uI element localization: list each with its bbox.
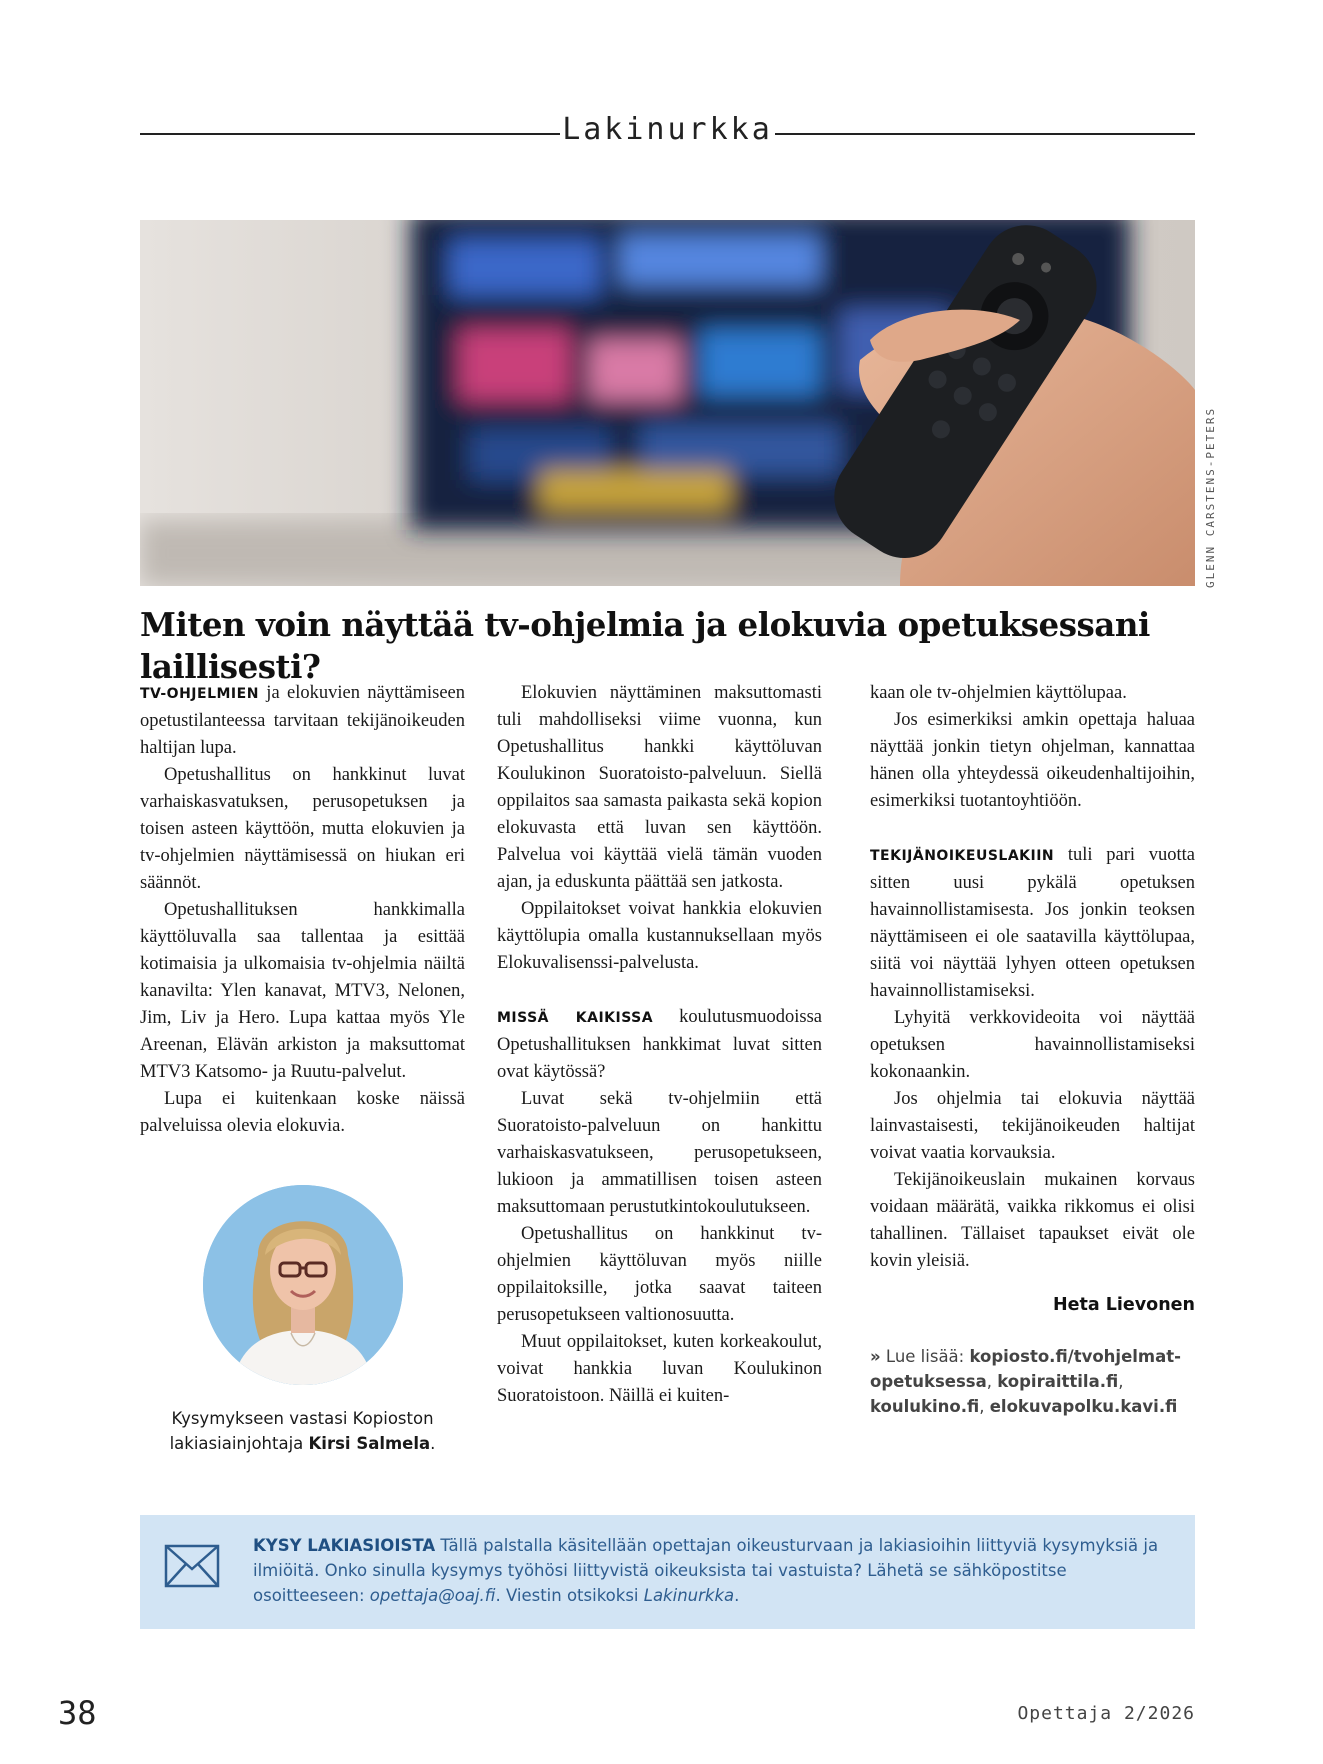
col2-paragraph: Elokuvien näyttäminen maksuttomasti tuli mahdolliseksi viime vuonna, kun Opetushallitus hankki käyttöluvan Koulukinon Suoratoisto-palveluun. Siellä oppilaitos saa samasta paikasta sekä kopion elokuvasta että luvan sen käyttöön. Palvelua voi käyttää vielä tämän vuoden ajan, ja eduskunta päättää sen jatkosta.: [497, 683, 822, 892]
col1-paragraph: Opetushallituksen hankkimalla käyttöluvalla saa tallentaa ja esittää kotimaisia ja ulkomaisia tv-ohjelmia näiltä kanavilta: Ylen kanavat, MTV3, Nelonen, Jim, Liv ja Hero. Lupa kattaa myös Yle Areenan, Elävän arkiston ja maksuttomat MTV3 Katsomo- ja Ruutu-palvelut.: [140, 900, 465, 1082]
read-more-link-elokuvapolku[interactable]: elokuvapolku.kavi.fi: [989, 1397, 1178, 1416]
col2-paragraph: Oppilaitokset voivat hankkia elokuvien käyttölupia omalla kustannuksellaan myös Elokuvalisenssi-palvelusta.: [497, 899, 822, 973]
col3-paragraph: Jos ohjelmia tai elokuvia näyttää lainvastaisesti, tekijänoikeuden haltijat voivat vaatia korvauksia.: [870, 1089, 1195, 1163]
hero-photo: [140, 220, 1195, 586]
author-signature: Heta Lievonen: [1052, 1295, 1195, 1315]
expert-name: Kirsi Salmela: [308, 1434, 431, 1453]
author-portrait: [203, 1185, 403, 1385]
col3-lead: TEKIJÄNOIKEUSLAKIIN: [870, 848, 1055, 864]
col1-paragraph: Opetushallitus on hankkinut luvat varhaiskasvatuksen, perusopetuksen ja toisen asteen käyttöön, mutta elokuvien ja tv-ohjelmien näyttämisessä on hiukan eri säännöt.: [140, 765, 465, 893]
ask-legal-lead: KYSY LAKIASIOISTA: [253, 1536, 436, 1555]
col1-lead: TV-OHJELMIEN: [140, 686, 259, 702]
col3-paragraph: kaan ole tv-ohjelmien käyttölupaa.: [870, 683, 1127, 703]
photo-credit: GLENN CARSTENS-PETERS: [1204, 406, 1217, 588]
col3-paragraph: Jos esimerkiksi amkin opettaja haluaa näyttää jonkin tietyn ohjelman, kannattaa hänen olla yhteydessä oikeudenhaltijoihin, esimerkiksi tuotantoyhtiöön.: [870, 710, 1195, 811]
col2-paragraph: MISSÄ KAIKISSA koulutusmuodoissa Opetushallituksen hankkimat luvat sitten ovat käytössä?: [497, 1007, 822, 1082]
contact-email[interactable]: opettaja@oaj.fi: [369, 1586, 496, 1605]
ask-legal-text: KYSY LAKIASIOISTA Tällä palstalla käsitellään opettajan oikeusturvaan ja lakiasioihin liittyviä kysymyksiä ja ilmiöitä. Onko sinulla kysymys työhösi liittyvistä oikeuksista tai vastuista? Lähetä se sähköpostitse osoitteeseen: opettaja@oaj.fi. Viestin otsikoksi Lakinurkka.: [253, 1536, 1159, 1605]
page-number: 38: [58, 1694, 97, 1732]
col2-lead: MISSÄ KAIKISSA: [497, 1010, 654, 1026]
tv-remote-photo: [140, 220, 1195, 586]
col3-paragraph: Lyhyitä verkkovideoita voi näyttää opetuksen havainnollistamiseksi kokonaankin.: [870, 1008, 1195, 1082]
read-more-link-kopiosto[interactable]: kopiosto.fi/tvohjelmat-opetuksessa: [870, 1347, 1181, 1391]
col2-paragraph: Opetushallitus on hankkinut tv-ohjelmien käyttöluvan myös niille oppilaitoksille, jotka saavat taiteen perusopetukseen valtionosuutta.: [497, 1224, 822, 1325]
article-headline: Miten voin näyttää tv-ohjelmia ja elokuvia opetuksessani laillisesti?: [140, 605, 1150, 686]
magazine-issue: Opettaja 2/2026: [1017, 1703, 1195, 1724]
col2-paragraph: Luvat sekä tv-ohjelmiin että Suoratoisto-palveluun on hankittu varhaiskasvatukseen, perusopetukseen, lukioon ja ammatillisen toisen asteen maksuttomaan perustutkintokoulutukseen.: [497, 1089, 822, 1217]
read-more-link-koulukino[interactable]: koulukino.fi: [870, 1397, 980, 1416]
read-more: » Lue lisää: kopiosto.fi/tvohjelmat-opetuksessa, kopiraittila.fi, koulukino.fi, elokuvapolku.kavi.fi: [870, 1347, 1181, 1416]
col1-paragraph: TV-OHJELMIEN ja elokuvien näyttämiseen opetustilanteessa tarvitaan tekijänoikeuden haltijan lupa.: [140, 683, 465, 758]
article-column-3: [870, 680, 1195, 1419]
read-more-link-kopiraittila[interactable]: kopiraittila.fi: [997, 1372, 1119, 1391]
portrait-caption: Kysymykseen vastasi Kopioston lakiasiainjohtaja Kirsi Salmela.: [169, 1409, 436, 1453]
article-column-2: [497, 680, 822, 1410]
col2-paragraph: Muut oppilaitokset, kuten korkeakoulut, voivat hankkia luvan Koulukinon Suoratoistoon. Näillä ei kuiten-: [497, 1332, 822, 1406]
section-header: [140, 112, 1195, 156]
article-column-1: [140, 680, 465, 1140]
ask-legal-box: [140, 1515, 1195, 1629]
section-title: Lakinurkka: [562, 112, 773, 147]
col1-paragraph: Lupa ei kuitenkaan koske näissä palveluissa olevia elokuvia.: [140, 1089, 465, 1136]
portrait-photo: [203, 1185, 403, 1385]
col3-paragraph: TEKIJÄNOIKEUSLAKIIN tuli pari vuotta sitten uusi pykälä opetuksen havainnollistamisesta. Jos jonkin teoksen näyttämiseen ei ole saatavilla käyttölupaa, siitä voi näyttää lyhyen otteen opetuksen havainnollistamiseksi.: [870, 845, 1195, 1001]
envelope-icon: [164, 1543, 220, 1589]
col3-paragraph: Tekijänoikeuslain mukainen korvaus voidaan määrätä, vaikka rikkomus ei olisi tahallinen. Tällaiset tapaukset eivät ole kovin yleisiä.: [870, 1170, 1195, 1271]
header-rule-right: [775, 133, 1195, 135]
